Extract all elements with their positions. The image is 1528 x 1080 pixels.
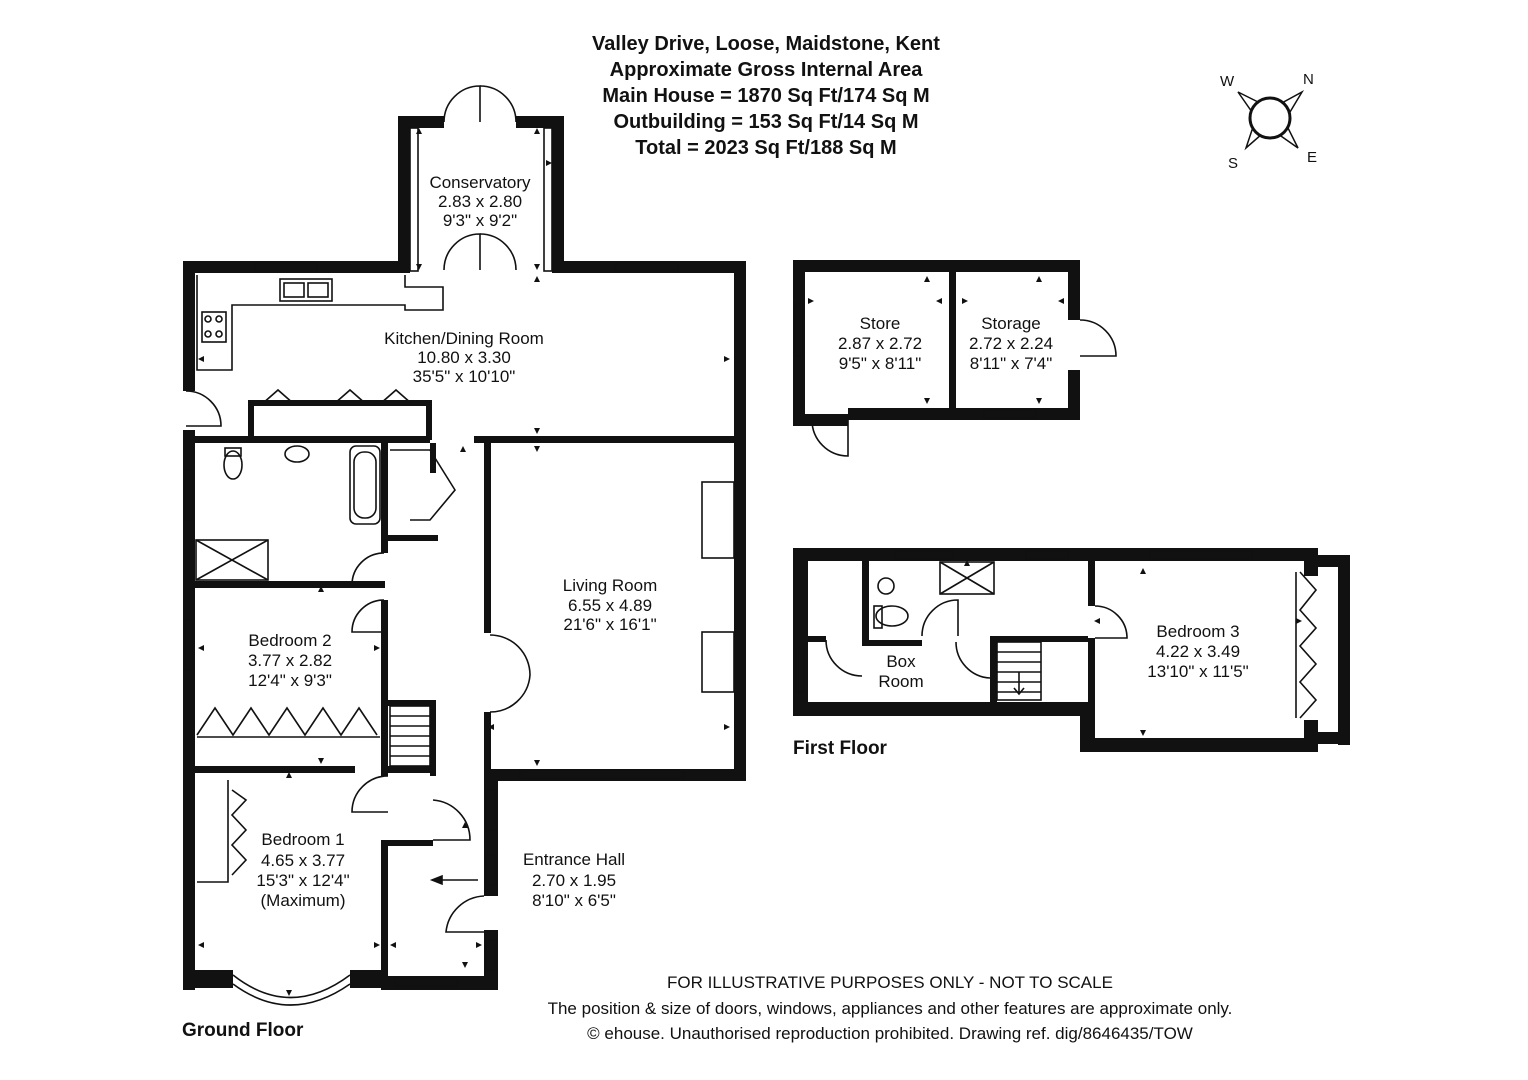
room-label-kitchen [384,329,544,386]
svg-text:8'11" x 7'4": 8'11" x 7'4" [969,354,1053,373]
room-label-bedroom-3 [1147,622,1248,681]
svg-text:Storage: Storage [981,314,1041,333]
svg-text:2.72 x 2.24: 2.72 x 2.24 [968,334,1054,353]
compass-w: W [1220,73,1235,90]
svg-text:Bedroom 2: Bedroom 2 [248,631,332,650]
svg-text:Living Room: Living Room [562,576,658,595]
svg-text:13'10" x 11'5": 13'10" x 11'5" [1147,662,1249,681]
svg-text:Store: Store [859,314,901,333]
svg-text:15'3" x 12'4": 15'3" x 12'4" [256,871,350,890]
first-floor-walls [793,548,1350,752]
room-label-conservatory [429,173,531,230]
room-label-living [563,576,658,634]
svg-text:9'5" x 8'11": 9'5" x 8'11" [838,354,922,373]
svg-text:9'3" x 9'2": 9'3" x 9'2" [442,211,518,230]
disclaimer-heading: FOR ILLUSTRATIVE PURPOSES ONLY - NOT TO SCALE [667,973,1113,992]
room-label-bedroom-1 [256,830,349,910]
compass-s: S [1228,155,1239,172]
total-area: Total = 2023 Sq Ft/188 Sq M [635,137,897,159]
svg-text:(Maximum): (Maximum) [260,891,346,910]
svg-text:3.77 x 2.82: 3.77 x 2.82 [247,651,333,670]
ground-floor-label: Ground Floor [182,1020,304,1041]
room-label-bedroom-2 [248,631,332,690]
svg-text:2.70 x 1.95: 2.70 x 1.95 [531,871,617,890]
svg-text:10.80 x 3.30: 10.80 x 3.30 [417,348,511,367]
svg-text:2.83 x 2.80: 2.83 x 2.80 [437,192,523,211]
room-label-entrance-hall [523,850,625,910]
svg-text:4.65 x 3.77: 4.65 x 3.77 [260,851,346,870]
outbuilding-area: Outbuilding = 153 Sq Ft/14 Sq M [613,111,919,133]
compass-icon [1220,71,1317,172]
svg-text:12'4" x 9'3": 12'4" x 9'3" [248,671,332,690]
compass-e: E [1307,149,1318,166]
room-label-store [838,314,922,373]
main-house-area: Main House = 1870 Sq Ft/174 Sq M [602,85,930,107]
copyright-text: © ehouse. Unauthorised reproduction prohibited. Drawing ref. dig/8646435/TOW [587,1024,1193,1043]
svg-text:Entrance Hall: Entrance Hall [522,850,626,869]
svg-text:6.55 x 4.89: 6.55 x 4.89 [567,596,653,615]
svg-text:Kitchen/Dining Room: Kitchen/Dining Room [384,329,544,348]
address-title: Valley Drive, Loose, Maidstone, Kent [592,33,940,55]
room-label-storage [969,314,1053,373]
svg-text:21'6" x 16'1": 21'6" x 16'1" [563,615,657,634]
room-label-box-room [878,652,923,691]
svg-text:Conservatory: Conservatory [429,173,531,192]
disclaimer-text: The position & size of doors, windows, appliances and other features are approximate only. [547,999,1233,1018]
svg-text:Box: Box [886,652,916,671]
compass-n: N [1303,71,1314,88]
svg-text:8'10" x 6'5": 8'10" x 6'5" [532,891,616,910]
first-floor-label: First Floor [793,738,887,759]
svg-text:Room: Room [878,672,924,691]
svg-text:2.87 x 2.72: 2.87 x 2.72 [837,334,923,353]
area-title: Approximate Gross Internal Area [609,59,923,81]
svg-text:4.22 x 3.49: 4.22 x 3.49 [1155,642,1241,661]
svg-text:Bedroom 1: Bedroom 1 [261,830,345,849]
svg-text:Bedroom 3: Bedroom 3 [1156,622,1240,641]
svg-text:35'5" x 10'10": 35'5" x 10'10" [412,367,516,386]
